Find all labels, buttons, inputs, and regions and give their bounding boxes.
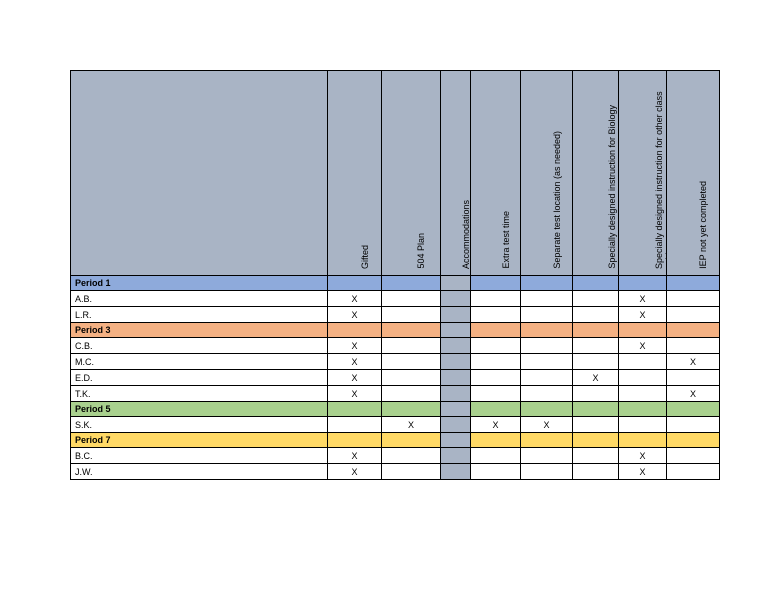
mark-cell: X xyxy=(619,464,667,480)
mark-cell xyxy=(382,354,441,370)
mark-cell xyxy=(573,338,619,354)
mark-cell: X xyxy=(619,448,667,464)
header-label: Specially designed instruction for Biology xyxy=(606,105,617,269)
period-cell xyxy=(471,276,521,291)
mark-cell xyxy=(441,307,471,323)
mark-cell: X xyxy=(471,417,521,433)
period-cell xyxy=(619,402,667,417)
mark-cell xyxy=(441,291,471,307)
mark-cell xyxy=(441,448,471,464)
mark-cell: X xyxy=(573,370,619,386)
mark-cell xyxy=(667,338,720,354)
mark-cell xyxy=(573,307,619,323)
period-cell xyxy=(328,323,382,338)
period-cell xyxy=(667,402,720,417)
mark-cell xyxy=(667,448,720,464)
mark-cell xyxy=(471,338,521,354)
period-cell xyxy=(619,433,667,448)
student-initials: C.B. xyxy=(71,338,328,354)
table-row xyxy=(71,386,720,402)
period-cell xyxy=(441,433,471,448)
mark-cell xyxy=(667,464,720,480)
header-label: Specially designed instruction for other class xyxy=(653,91,664,269)
period-cell xyxy=(521,402,573,417)
mark-cell xyxy=(441,370,471,386)
period-cell xyxy=(667,276,720,291)
mark-cell xyxy=(521,370,573,386)
mark-cell xyxy=(521,291,573,307)
period-cell xyxy=(667,433,720,448)
period-cell xyxy=(667,323,720,338)
table-row xyxy=(71,464,720,480)
header-label: IEP not yet completed xyxy=(698,181,708,269)
header-sdi-biology xyxy=(573,71,619,276)
period-cell xyxy=(471,323,521,338)
header-separate-location xyxy=(521,71,573,276)
period-cell xyxy=(382,433,441,448)
mark-cell xyxy=(471,448,521,464)
student-initials: L.R. xyxy=(71,307,328,323)
table-row xyxy=(71,291,720,307)
table-row xyxy=(71,370,720,386)
mark-cell xyxy=(667,307,720,323)
header-504-plan xyxy=(382,71,441,276)
period-row xyxy=(71,276,720,291)
student-initials: T.K. xyxy=(71,386,328,402)
period-cell xyxy=(521,276,573,291)
mark-cell xyxy=(441,354,471,370)
mark-cell: X xyxy=(667,386,720,402)
mark-cell xyxy=(441,338,471,354)
mark-cell xyxy=(471,291,521,307)
period-cell xyxy=(573,323,619,338)
period-cell xyxy=(441,402,471,417)
mark-cell xyxy=(328,417,382,433)
period-label: Period 3 xyxy=(71,323,328,338)
period-label: Period 1 xyxy=(71,276,328,291)
period-cell xyxy=(382,402,441,417)
mark-cell xyxy=(573,386,619,402)
mark-cell xyxy=(382,464,441,480)
period-row xyxy=(71,402,720,417)
period-cell xyxy=(471,402,521,417)
period-cell xyxy=(328,402,382,417)
mark-cell: X xyxy=(619,307,667,323)
mark-cell: X xyxy=(328,338,382,354)
mark-cell: X xyxy=(328,464,382,480)
header-blank xyxy=(71,71,328,276)
mark-cell xyxy=(619,370,667,386)
mark-cell xyxy=(471,464,521,480)
mark-cell xyxy=(521,354,573,370)
period-cell xyxy=(441,323,471,338)
mark-cell xyxy=(573,448,619,464)
header-label: Accommodations xyxy=(460,199,471,269)
mark-cell xyxy=(441,464,471,480)
student-initials: M.C. xyxy=(71,354,328,370)
accommodations-table xyxy=(70,70,720,480)
mark-cell xyxy=(667,370,720,386)
table-row xyxy=(71,417,720,433)
table-row xyxy=(71,338,720,354)
mark-cell: X xyxy=(328,370,382,386)
mark-cell xyxy=(382,448,441,464)
period-cell xyxy=(382,323,441,338)
mark-cell xyxy=(667,291,720,307)
period-label: Period 7 xyxy=(71,433,328,448)
student-initials: S.K. xyxy=(71,417,328,433)
mark-cell xyxy=(521,307,573,323)
header-row xyxy=(71,71,720,276)
header-iep-pending xyxy=(667,71,720,276)
mark-cell xyxy=(521,338,573,354)
header-label: 504 Plan xyxy=(416,233,426,269)
mark-cell xyxy=(382,386,441,402)
header-label: Gifted xyxy=(359,244,370,269)
mark-cell xyxy=(441,417,471,433)
header-label: Extra test time xyxy=(500,211,511,269)
period-cell xyxy=(573,402,619,417)
student-initials: B.C. xyxy=(71,448,328,464)
mark-cell xyxy=(667,417,720,433)
mark-cell xyxy=(619,417,667,433)
mark-cell xyxy=(471,370,521,386)
student-initials: A.B. xyxy=(71,291,328,307)
mark-cell xyxy=(382,338,441,354)
mark-cell xyxy=(573,354,619,370)
period-cell xyxy=(471,433,521,448)
table-row xyxy=(71,354,720,370)
period-label: Period 5 xyxy=(71,402,328,417)
period-cell xyxy=(619,323,667,338)
mark-cell: X xyxy=(328,386,382,402)
mark-cell: X xyxy=(382,417,441,433)
mark-cell xyxy=(382,307,441,323)
mark-cell: X xyxy=(619,338,667,354)
table-row xyxy=(71,307,720,323)
mark-cell xyxy=(573,417,619,433)
mark-cell xyxy=(382,370,441,386)
period-cell xyxy=(382,276,441,291)
header-extra-test-time xyxy=(471,71,521,276)
header-sdi-other xyxy=(619,71,667,276)
mark-cell: X xyxy=(521,417,573,433)
period-cell xyxy=(573,433,619,448)
mark-cell xyxy=(573,464,619,480)
header-gifted xyxy=(328,71,382,276)
mark-cell xyxy=(619,386,667,402)
mark-cell xyxy=(521,464,573,480)
mark-cell xyxy=(521,386,573,402)
period-cell xyxy=(441,276,471,291)
mark-cell: X xyxy=(328,291,382,307)
period-cell xyxy=(328,276,382,291)
period-cell xyxy=(521,433,573,448)
mark-cell: X xyxy=(667,354,720,370)
table-row xyxy=(71,448,720,464)
mark-cell xyxy=(471,307,521,323)
mark-cell: X xyxy=(328,448,382,464)
mark-cell xyxy=(382,291,441,307)
mark-cell xyxy=(441,386,471,402)
period-cell xyxy=(619,276,667,291)
mark-cell xyxy=(619,354,667,370)
period-row xyxy=(71,433,720,448)
mark-cell: X xyxy=(328,307,382,323)
student-initials: J.W. xyxy=(71,464,328,480)
mark-cell: X xyxy=(328,354,382,370)
period-cell xyxy=(328,433,382,448)
mark-cell xyxy=(521,448,573,464)
header-label: Separate test location (as needed) xyxy=(551,131,562,269)
period-row xyxy=(71,323,720,338)
mark-cell xyxy=(471,386,521,402)
mark-cell: X xyxy=(619,291,667,307)
table-body xyxy=(71,276,720,480)
mark-cell xyxy=(573,291,619,307)
mark-cell xyxy=(471,354,521,370)
period-cell xyxy=(521,323,573,338)
header-accommodations xyxy=(441,71,471,276)
period-cell xyxy=(573,276,619,291)
student-initials: E.D. xyxy=(71,370,328,386)
